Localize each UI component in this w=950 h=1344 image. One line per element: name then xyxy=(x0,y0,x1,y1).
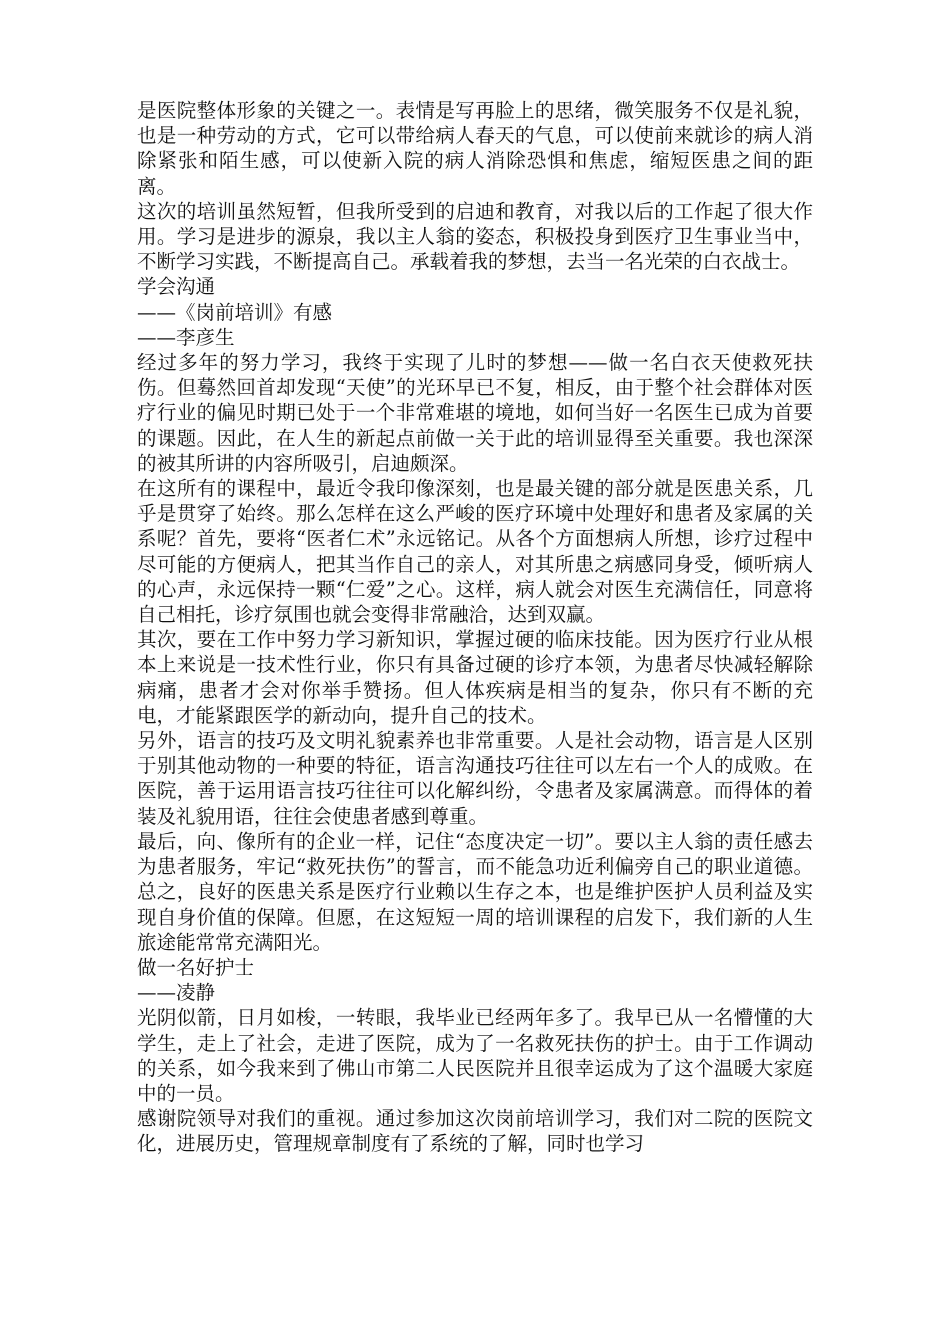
section-author: ——凌静 xyxy=(137,981,216,1005)
paragraph: 在这所有的课程中，最近令我印像深刻，也是最关键的部分就是医患关系，几乎是贯穿了始终。那么怎样在这么严峻的医疗环境中处理好和患者及家属的关系呢？首先，要将“医者仁术”永远铭记。从各个方面想病人所想，诊疗过程中尽可能的方便病人，把其当作自己的亲人，对其所患之病感同身受，倾听病人的心声，永远保持一颗“仁爱”之心。这样，病人就会对医生充满信任，同意将自己相托，诊疗氛围也就会变得非常融洽，达到双赢。 xyxy=(137,477,813,627)
section-title: 学会沟通 xyxy=(137,275,216,299)
section-author: ——李彦生 xyxy=(137,325,235,349)
paragraph: 这次的培训虽然短暂，但我所受到的启迪和教育，对我以后的工作起了很大作用。学习是进步的源泉，我以主人翁的姿态，积极投身到医疗卫生事业当中，不断学习实践，不断提高自己。承载着我的梦想，去当一名光荣的白衣战士。 xyxy=(137,199,813,274)
paragraph: 光阴似箭，日月如梭，一转眼，我毕业已经两年多了。我早已从一名懵懂的大学生，走上了社会，走进了医院，成为了一名救死扶伤的护士。由于工作调动的关系，如今我来到了佛山市第二人民医院并且很幸运成为了这个温暖大家庭中的一员。 xyxy=(137,1006,813,1105)
paragraph: 经过多年的努力学习，我终于实现了儿时的梦想——做一名白衣天使救死扶伤。但蓦然回首却发现“天使”的光环早已不复，相反，由于整个社会群体对医疗行业的偏见时期已处于一个非常难堪的境地，如何当好一名医生已成为首要的课题。因此，在人生的新起点前做一关于此的培训显得至关重要。我也深深的被其所讲的内容所吸引，启迪颇深。 xyxy=(137,351,813,475)
paragraph: 其次，要在工作中努力学习新知识，掌握过硬的临床技能。因为医疗行业从根本上来说是一技术性行业，你只有具备过硬的诊疗本领，为患者尽快减轻解除病痛，患者才会对你举手赞扬。但人体疾病是相当的复杂，你只有不断的充电，才能紧跟医学的新动向，提升自己的技术。 xyxy=(137,628,813,727)
document-page xyxy=(137,98,813,1157)
paragraph: 最后，向、像所有的企业一样，记住“态度决定一切”。要以主人翁的责任感去为患者服务，牢记“救死扶伤”的誓言，而不能急功近利偏旁自己的职业道德。总之，良好的医患关系是医疗行业赖以生存之本，也是维护医护人员利益及实现自身价值的保障。但愿，在这短短一周的培训课程的启发下，我们新的人生旅途能常常充满阳光。 xyxy=(137,829,813,954)
paragraph: 感谢院领导对我们的重视。通过参加这次岗前培训学习，我们对二院的医院文化，进展历史，管理规章制度有了系统的了解，同时也学习 xyxy=(137,1107,813,1156)
section-subtitle: ——《岗前培训》有感 xyxy=(137,300,333,324)
paragraph: 是医院整体形象的关键之一。表情是写再脸上的思绪，微笑服务不仅是礼貌，也是一种劳动的方式，它可以带给病人春天的气息，可以使前来就诊的病人消除紧张和陌生感，可以使新入院的病人消除恐惧和焦虑，缩短医患之间的距离。 xyxy=(137,99,813,198)
paragraph: 另外，语言的技巧及文明礼貌素养也非常重要。人是社会动物，语言是人区别于别其他动物的一种要的特征，语言沟通技巧往往可以左右一个人的成败。在医院，善于运用语言技巧往往可以化解纠纷，令患者及家属满意。而得体的着装及礼貌用语，往往会使患者感到尊重。 xyxy=(137,729,813,828)
section-title: 做一名好护士 xyxy=(137,955,255,979)
